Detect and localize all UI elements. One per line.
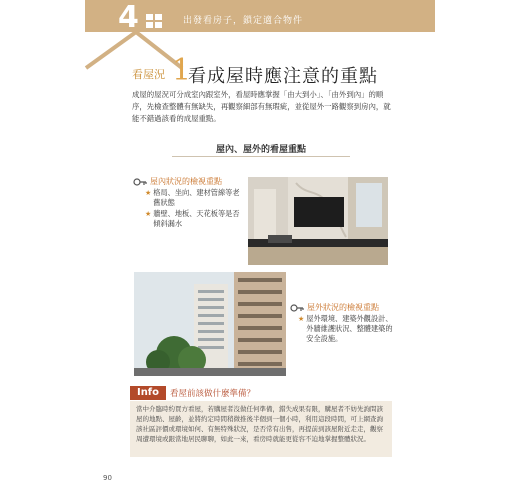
page-number: 90 (103, 474, 112, 482)
info-badge: Info (130, 386, 166, 400)
chapter-title: 出發看房子，鎖定適合物件 (183, 16, 304, 26)
list-item (290, 314, 398, 344)
star-icon: ★ (298, 315, 305, 323)
outdoor-heading-text: 屋外狀況的檢視重點 (307, 303, 379, 312)
outdoor-heading (290, 302, 398, 313)
list-item (133, 188, 245, 208)
house-roof-icon (84, 30, 184, 70)
house-window-icon (146, 14, 162, 28)
section-title: 看成屋時應注意的重點 (188, 66, 378, 87)
chapter-number: 4 (118, 0, 139, 35)
indoor-heading (133, 176, 245, 187)
subheading-underline (172, 156, 350, 157)
subheading: 屋內、屋外的看屋重點 (215, 145, 306, 155)
star-icon: ★ (145, 210, 152, 218)
info-title: 看屋前該做什麼準備？ (170, 389, 256, 399)
indoor-item-text: 牆壁、地板、天花板等是否傾斜漏水 (153, 209, 240, 228)
star-icon: ★ (145, 189, 152, 197)
intro-paragraph: 成屋的屋況可分成室內跟室外，看屋時應掌握「由大到小」、「由外到內」的順序，先檢查整體有無缺失，再觀察細部有無瑕疵，並從屋外一路觀察到房內，就能不錯過該看的成屋重點。 (132, 90, 391, 123)
indoor-heading-text: 屋內狀況的檢視重點 (150, 177, 222, 186)
living-room-photo (248, 177, 388, 265)
section-tag: 看屋況 (132, 68, 165, 81)
outdoor-item-text: 屋外環境、建築外觀設計、外牆維護狀況、整體建築的安全設施。 (306, 314, 393, 343)
info-box: 當中介臨時約買方看屋，若購屋者沒做任何準備，錯失成果有限，購屋者不妨先詢問該屋的地點、屋齡，並將約定時間稍微推後半個到一個小時，利用這段時間，可上網查詢該社區評價或環境如何、有無特殊狀況，是否常有出售，再提前到該屋附近走走，觀察周遭環境或跟當地居民聊聊，如此一來，看房時就能更從容不迫地掌握整體狀況。 (130, 401, 392, 457)
subheading-block (130, 142, 392, 156)
building-photo (134, 272, 286, 376)
key-icon (290, 304, 304, 312)
outdoor-checklist (290, 302, 398, 344)
key-icon (133, 178, 147, 186)
list-item (133, 209, 245, 229)
info-header (130, 386, 390, 400)
indoor-item-text: 格局、坐向、建材管線等老舊狀態 (153, 188, 240, 207)
indoor-checklist (133, 176, 245, 229)
section-number: 1 (172, 53, 192, 88)
